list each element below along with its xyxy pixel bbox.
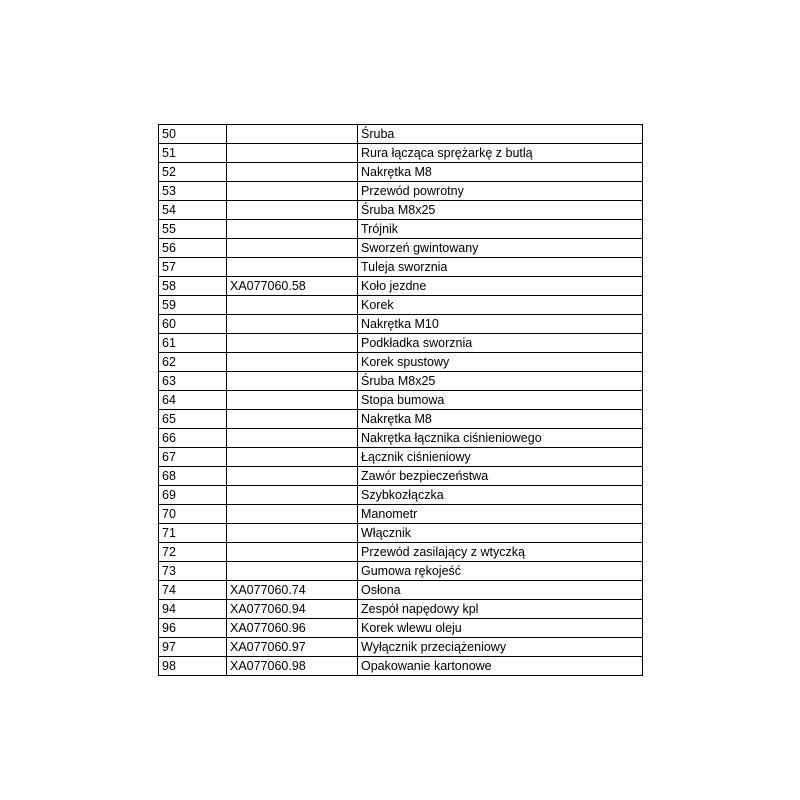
catalog-code-cell xyxy=(227,258,358,277)
catalog-code-cell: XA077060.58 xyxy=(227,277,358,296)
parts-table-body xyxy=(159,125,643,676)
part-number-cell: 67 xyxy=(159,448,227,467)
part-number-cell: 57 xyxy=(159,258,227,277)
part-number-cell: 50 xyxy=(159,125,227,144)
catalog-code-cell: XA077060.94 xyxy=(227,600,358,619)
catalog-code-cell: XA077060.74 xyxy=(227,581,358,600)
part-number-cell: 66 xyxy=(159,429,227,448)
part-name-cell: Korek spustowy xyxy=(358,353,643,372)
part-name-cell: Zawór bezpieczeństwa xyxy=(358,467,643,486)
part-number-cell: 63 xyxy=(159,372,227,391)
catalog-code-cell xyxy=(227,220,358,239)
catalog-code-cell: XA077060.96 xyxy=(227,619,358,638)
table-row xyxy=(159,239,643,258)
part-name-cell: Sworzeń gwintowany xyxy=(358,239,643,258)
catalog-code-cell xyxy=(227,372,358,391)
part-name-cell: Śruba xyxy=(358,125,643,144)
table-row xyxy=(159,448,643,467)
table-row xyxy=(159,600,643,619)
catalog-code-cell xyxy=(227,144,358,163)
part-number-cell: 61 xyxy=(159,334,227,353)
catalog-code-cell xyxy=(227,429,358,448)
catalog-code-cell xyxy=(227,182,358,201)
catalog-code-cell xyxy=(227,163,358,182)
part-number-cell: 65 xyxy=(159,410,227,429)
table-row xyxy=(159,258,643,277)
table-row xyxy=(159,353,643,372)
part-name-cell: Rura łącząca sprężarkę z butlą xyxy=(358,144,643,163)
part-number-cell: 70 xyxy=(159,505,227,524)
part-name-cell: Zespół napędowy kpl xyxy=(358,600,643,619)
catalog-code-cell xyxy=(227,334,358,353)
part-number-cell: 59 xyxy=(159,296,227,315)
catalog-code-cell xyxy=(227,391,358,410)
table-row xyxy=(159,144,643,163)
part-number-cell: 97 xyxy=(159,638,227,657)
part-name-cell: Podkładka sworznia xyxy=(358,334,643,353)
catalog-code-cell xyxy=(227,410,358,429)
table-row xyxy=(159,372,643,391)
table-row xyxy=(159,429,643,448)
table-row xyxy=(159,125,643,144)
catalog-code-cell xyxy=(227,448,358,467)
part-number-cell: 53 xyxy=(159,182,227,201)
part-name-cell: Nakrętka M8 xyxy=(358,163,643,182)
part-name-cell: Opakowanie kartonowe xyxy=(358,657,643,676)
table-row xyxy=(159,467,643,486)
catalog-code-cell xyxy=(227,543,358,562)
catalog-code-cell xyxy=(227,486,358,505)
part-name-cell: Łącznik ciśnieniowy xyxy=(358,448,643,467)
catalog-code-cell xyxy=(227,125,358,144)
part-name-cell: Szybkozłączka xyxy=(358,486,643,505)
catalog-code-cell: XA077060.97 xyxy=(227,638,358,657)
part-name-cell: Tuleja sworznia xyxy=(358,258,643,277)
part-number-cell: 69 xyxy=(159,486,227,505)
part-name-cell: Przewód zasilający z wtyczką xyxy=(358,543,643,562)
part-name-cell: Nakrętka łącznika ciśnieniowego xyxy=(358,429,643,448)
catalog-code-cell xyxy=(227,296,358,315)
table-row xyxy=(159,524,643,543)
table-row xyxy=(159,657,643,676)
part-number-cell: 72 xyxy=(159,543,227,562)
part-number-cell: 96 xyxy=(159,619,227,638)
part-name-cell: Śruba M8x25 xyxy=(358,372,643,391)
part-number-cell: 68 xyxy=(159,467,227,486)
part-number-cell: 74 xyxy=(159,581,227,600)
catalog-code-cell xyxy=(227,524,358,543)
table-row xyxy=(159,315,643,334)
part-number-cell: 56 xyxy=(159,239,227,258)
part-name-cell: Nakrętka M8 xyxy=(358,410,643,429)
catalog-code-cell xyxy=(227,562,358,581)
table-row xyxy=(159,334,643,353)
part-number-cell: 73 xyxy=(159,562,227,581)
part-name-cell: Manometr xyxy=(358,505,643,524)
table-row xyxy=(159,296,643,315)
table-row xyxy=(159,201,643,220)
catalog-code-cell xyxy=(227,201,358,220)
part-number-cell: 64 xyxy=(159,391,227,410)
part-number-cell: 98 xyxy=(159,657,227,676)
part-name-cell: Nakrętka M10 xyxy=(358,315,643,334)
part-number-cell: 51 xyxy=(159,144,227,163)
table-row xyxy=(159,163,643,182)
table-row xyxy=(159,277,643,296)
catalog-code-cell xyxy=(227,467,358,486)
part-name-cell: Trójnik xyxy=(358,220,643,239)
catalog-code-cell: XA077060.98 xyxy=(227,657,358,676)
part-name-cell: Śruba M8x25 xyxy=(358,201,643,220)
part-number-cell: 52 xyxy=(159,163,227,182)
table-row xyxy=(159,638,643,657)
table-row xyxy=(159,220,643,239)
part-number-cell: 71 xyxy=(159,524,227,543)
table-row xyxy=(159,410,643,429)
part-name-cell: Przewód powrotny xyxy=(358,182,643,201)
part-number-cell: 55 xyxy=(159,220,227,239)
part-name-cell: Korek wlewu oleju xyxy=(358,619,643,638)
part-number-cell: 54 xyxy=(159,201,227,220)
table-row xyxy=(159,581,643,600)
catalog-code-cell xyxy=(227,315,358,334)
table-row xyxy=(159,505,643,524)
catalog-code-cell xyxy=(227,239,358,258)
table-row xyxy=(159,486,643,505)
part-name-cell: Włącznik xyxy=(358,524,643,543)
part-name-cell: Osłona xyxy=(358,581,643,600)
part-number-cell: 60 xyxy=(159,315,227,334)
catalog-code-cell xyxy=(227,353,358,372)
table-row xyxy=(159,543,643,562)
catalog-code-cell xyxy=(227,505,358,524)
part-name-cell: Koło jezdne xyxy=(358,277,643,296)
parts-table xyxy=(158,124,643,676)
table-row xyxy=(159,182,643,201)
table-row xyxy=(159,391,643,410)
part-number-cell: 58 xyxy=(159,277,227,296)
part-name-cell: Korek xyxy=(358,296,643,315)
part-number-cell: 62 xyxy=(159,353,227,372)
part-name-cell: Wyłącznik przeciążeniowy xyxy=(358,638,643,657)
part-name-cell: Stopa bumowa xyxy=(358,391,643,410)
part-number-cell: 94 xyxy=(159,600,227,619)
part-name-cell: Gumowa rękojeść xyxy=(358,562,643,581)
table-row xyxy=(159,619,643,638)
table-row xyxy=(159,562,643,581)
